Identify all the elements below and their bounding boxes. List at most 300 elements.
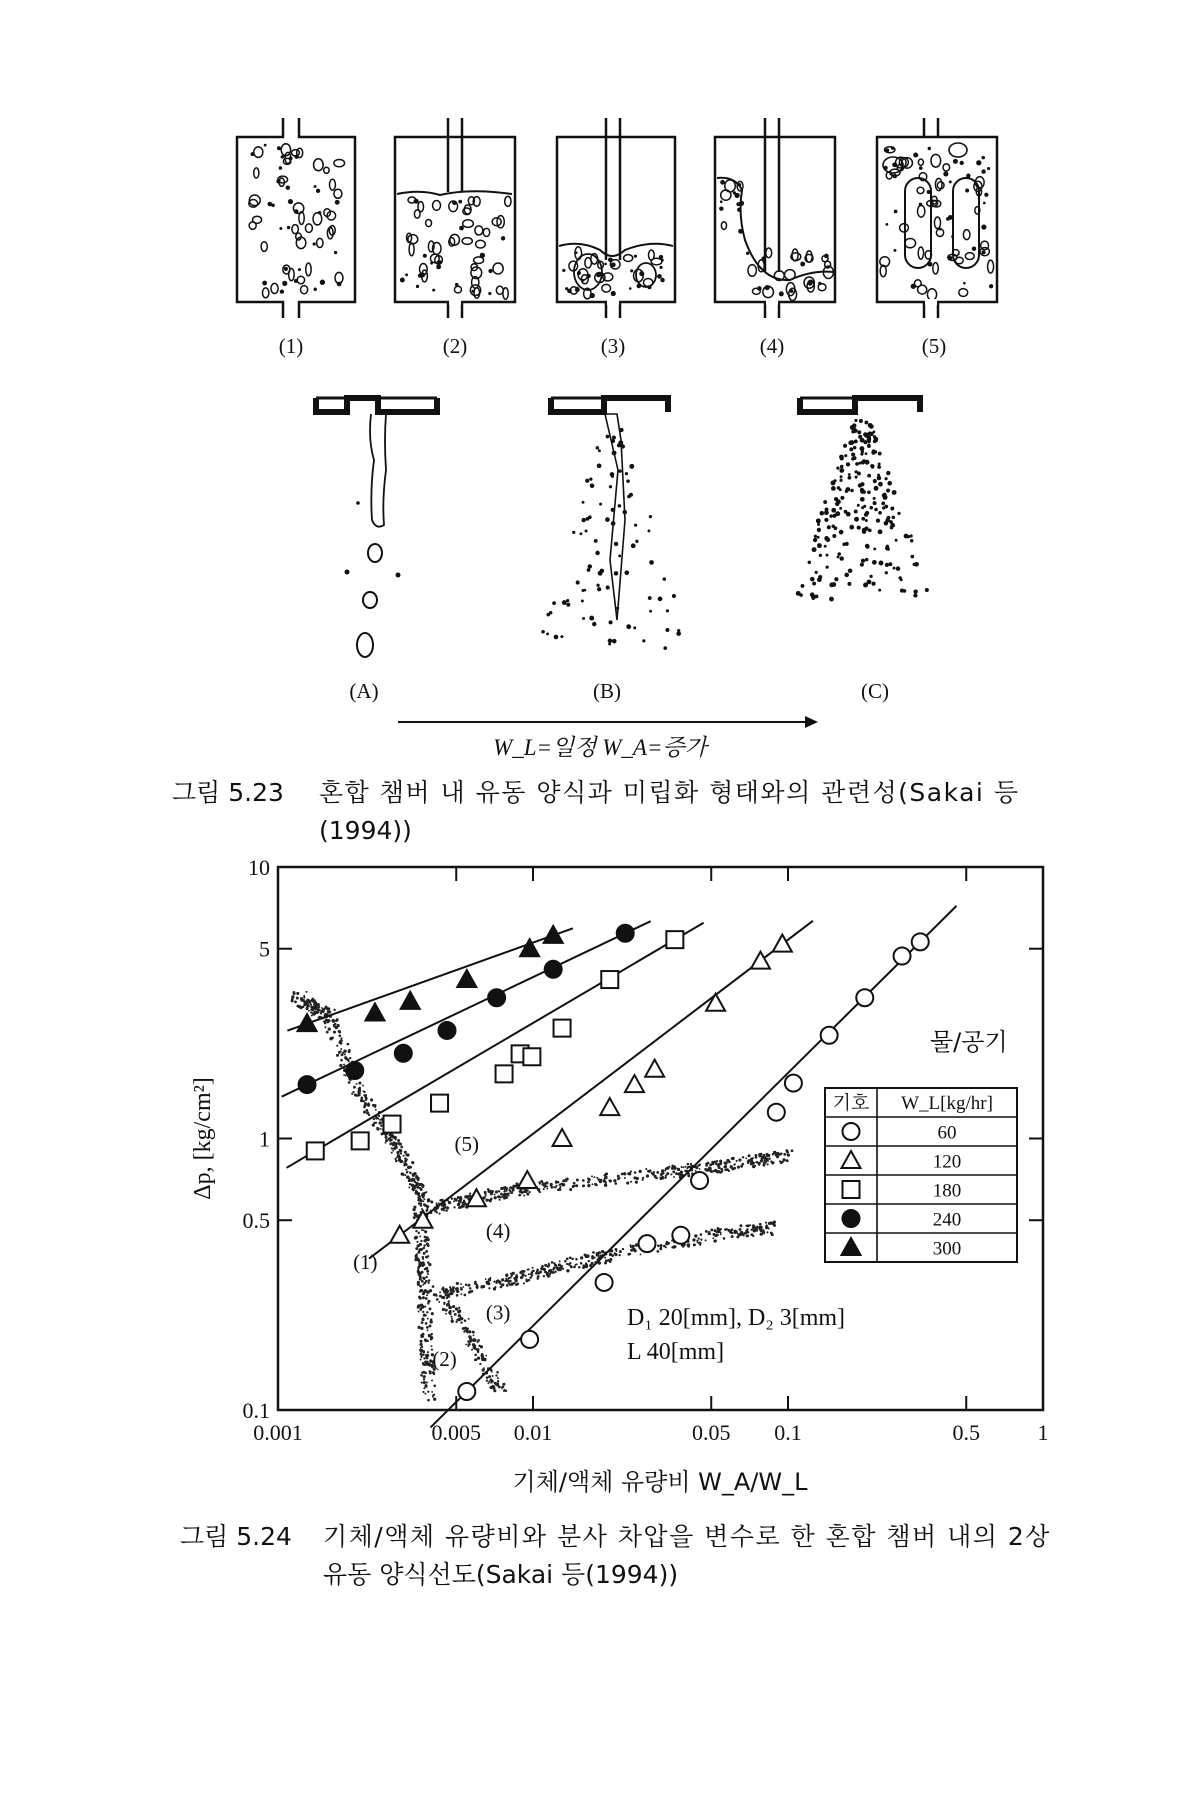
data-point [617,925,634,942]
transition-stipple [427,1300,430,1303]
transition-stipple [456,1294,459,1297]
transition-stipple [425,1314,427,1316]
droplet-mark [981,169,985,173]
transition-stipple [771,1161,774,1164]
data-point [523,1048,540,1065]
droplet-mark [720,180,725,185]
bubble-mark [426,219,432,226]
droplet-mark [746,252,749,255]
transition-stipple [720,1163,722,1165]
bubble-mark [313,213,322,225]
spray-droplet [608,642,611,645]
transition-stipple [423,1387,425,1389]
transition-stipple [761,1156,764,1159]
transition-stipple [433,1398,436,1401]
transition-stipple [327,1021,329,1023]
transition-stipple [488,1381,490,1383]
spray-droplet [840,496,844,500]
spray-droplet [808,561,811,564]
transition-stipple [418,1310,420,1312]
transition-stipple [416,1248,418,1250]
spray-droplet [817,536,820,539]
transition-stipple [380,1128,382,1130]
spray-droplet [597,587,601,591]
transition-stipple [310,1009,312,1011]
transition-stipple [565,1180,567,1182]
transition-stipple [456,1319,458,1321]
spray-droplet [865,545,869,549]
transition-stipple [348,1081,351,1084]
spray-droplet [873,547,876,550]
droplet-mark [960,161,964,165]
spray-droplet [836,467,839,470]
droplet-mark [911,284,916,289]
droplet-mark [660,278,664,282]
transition-stipple [420,1240,422,1242]
transition-stipple [745,1157,747,1159]
transition-stipple [415,1236,418,1239]
transition-stipple [705,1169,707,1171]
spray-droplet [910,539,913,542]
spray-droplet [582,617,585,620]
transition-stipple [562,1179,565,1182]
transition-stipple [427,1329,429,1331]
transition-stipple [424,1230,427,1233]
transition-stipple [719,1171,722,1174]
transition-stipple [728,1161,731,1164]
transition-stipple [724,1162,727,1165]
transition-stipple [569,1262,571,1264]
transition-stipple [503,1190,505,1192]
transition-stipple [521,1273,524,1276]
y-tick-label: 0.1 [242,1398,270,1423]
transition-stipple [505,1274,508,1277]
chamber-4-diagram [715,118,835,318]
spray-droplet [846,462,850,466]
transition-stipple [492,1375,494,1377]
transition-stipple [754,1226,756,1228]
droplet-mark [405,273,408,276]
droplet-mark [720,200,723,203]
transition-stipple [412,1175,414,1177]
transition-stipple [424,1289,426,1291]
transition-stipple [705,1230,708,1233]
transition-stipple [670,1173,672,1175]
spray-droplet [888,562,892,566]
transition-stipple [423,1357,425,1359]
spray-droplet [829,514,832,517]
transition-stipple [426,1311,428,1313]
transition-stipple [392,1150,394,1152]
transition-stipple [486,1376,489,1379]
spray-droplet [676,631,681,636]
bubble-mark [433,201,441,211]
spray-droplet [860,497,865,502]
transition-stipple [429,1325,432,1328]
transition-stipple [639,1170,642,1173]
droplet-mark [316,189,320,193]
transition-stipple [478,1345,480,1347]
transition-stipple [494,1196,497,1199]
bubble-mark [407,233,412,242]
transition-stipple [487,1282,490,1285]
transition-stipple [428,1279,431,1282]
transition-stipple [569,1256,572,1259]
transition-stipple [573,1182,576,1185]
spray-droplet [609,485,612,488]
data-point [431,1095,448,1112]
droplet-mark [966,174,970,178]
transition-stipple [633,1249,636,1252]
transition-stipple [646,1174,649,1177]
transition-stipple [422,1311,424,1313]
transition-stipple [405,1169,407,1171]
transition-stipple [407,1176,410,1179]
x-tick-label: 0.1 [774,1420,802,1445]
spray-droplet [865,452,868,455]
bubble-mark [918,159,923,165]
transition-stipple [385,1142,387,1144]
spray-droplet [799,593,802,596]
droplet-mark [928,262,933,267]
transition-stipple [426,1276,428,1278]
transition-stipple [599,1179,602,1182]
transition-stipple [431,1391,433,1393]
droplet-mark [634,255,637,258]
transition-stipple [324,1026,326,1028]
transition-stipple [420,1335,423,1338]
data-point [365,1003,384,1020]
transition-stipple [471,1349,473,1351]
transition-stipple [502,1383,505,1386]
spray-droplet [605,517,610,522]
transition-stipple [422,1333,425,1336]
transition-stipple [427,1340,429,1342]
spray-droplet [812,582,816,586]
transition-stipple [421,1229,423,1231]
spray-droplet [861,506,864,509]
legend-header-value: W_L[kg/hr] [901,1093,993,1114]
data-point [843,1181,860,1198]
chamber-3-diagram [557,118,675,318]
droplet-mark [739,201,744,206]
spray-droplet [813,538,817,542]
arrow-label: W_L=일정 W_A=증가 [493,735,707,760]
droplet-mark [262,281,267,286]
transition-stipple [426,1256,428,1258]
spray-droplet [860,488,864,492]
spray-droplet [562,600,567,605]
spray-droplet [624,570,629,575]
data-point [768,1104,785,1121]
transition-stipple [485,1355,487,1357]
bubble-mark [249,222,256,230]
spray-droplet [885,477,888,480]
transition-stipple [621,1173,624,1176]
droplet-mark [976,160,981,165]
spray-droplet [853,446,857,450]
transition-stipple [428,1263,431,1266]
spray-droplet [886,488,890,492]
data-point [821,1027,838,1044]
droplet-mark [582,279,585,282]
droplet-mark [488,292,491,295]
transition-stipple [338,1041,341,1044]
bubble-mark [493,263,503,274]
spray-droplet [839,479,842,482]
transition-stipple [439,1199,442,1202]
droplet-mark [733,191,736,194]
data-point [639,1235,656,1252]
spray-droplet [583,589,586,592]
data-point [706,994,725,1011]
transition-stipple [417,1192,420,1195]
transition-stipple [751,1233,754,1236]
spray-droplet [867,490,871,494]
transition-stipple [428,1282,430,1284]
transition-stipple [317,1003,320,1006]
transition-stipple [674,1167,677,1170]
transition-stipple [695,1170,697,1172]
transition-stipple [492,1385,494,1387]
transition-stipple [467,1284,470,1287]
spray-droplet [614,571,618,575]
spray-droplet [586,517,590,521]
transition-stipple [421,1346,423,1348]
transition-stipple [296,992,299,995]
transition-stipple [755,1229,757,1231]
transition-stipple [364,1105,366,1107]
spray-droplet [885,563,889,567]
spray-droplet [672,594,676,598]
transition-stipple [436,1298,439,1301]
caption-label: 그림 5.23 [172,778,284,807]
transition-stipple [548,1264,550,1266]
chamber-2-diagram [395,118,515,318]
transition-stipple [498,1190,500,1192]
transition-stipple [462,1286,464,1288]
transition-stipple [623,1172,626,1175]
spray-droplet [865,558,869,562]
transition-stipple [476,1284,478,1286]
transition-stipple [310,1006,313,1009]
transition-stipple [429,1307,432,1310]
transition-stipple [494,1193,496,1195]
transition-stipple [384,1134,386,1136]
transition-stipple [421,1304,423,1306]
transition-stipple [415,1189,417,1191]
transition-stipple [712,1237,714,1239]
transition-stipple [422,1391,424,1393]
spray-droplet [882,494,885,497]
transition-stipple [474,1345,477,1348]
transition-stipple [424,1205,426,1207]
transition-stipple [422,1350,425,1353]
transition-stipple [572,1185,575,1188]
transition-stipple [311,1015,313,1017]
transition-stipple [400,1146,403,1149]
transition-stipple [426,1381,428,1383]
x-tick-label: 0.005 [431,1420,481,1445]
droplet-mark [416,285,419,288]
spray-droplet [904,534,909,539]
transition-stipple [362,1085,364,1087]
transition-stipple [416,1258,419,1261]
droplet-mark [282,281,287,286]
caption-label: 그림 5.24 [180,1522,292,1551]
transition-stipple [657,1245,659,1247]
transition-stipple [739,1224,742,1227]
transition-stipple [429,1320,432,1323]
transition-stipple [424,1393,426,1395]
transition-stipple [306,999,309,1002]
spray-droplet [896,566,900,570]
transition-stipple [609,1260,612,1263]
transition-stipple [358,1090,361,1093]
droplet-mark [577,271,581,275]
transition-stipple [550,1183,553,1186]
transition-stipple [786,1159,789,1162]
transition-stipple [419,1272,422,1275]
spray-droplet [863,432,868,437]
transition-stipple [481,1353,484,1356]
transition-stipple [594,1176,596,1178]
transition-stipple [675,1172,678,1175]
spray-droplet [815,594,819,598]
droplet-mark [458,200,462,204]
transition-stipple [667,1242,669,1244]
transition-stipple [464,1319,467,1322]
transition-stipple [465,1344,467,1346]
spray-droplet [887,516,891,520]
transition-stipple [758,1162,761,1165]
spray-a-diagram [316,398,437,657]
transition-stipple [469,1192,471,1194]
transition-stipple [356,1083,358,1085]
transition-stipple [759,1223,762,1226]
transition-stipple [380,1125,382,1127]
spray-droplet [848,476,852,480]
transition-stipple [460,1283,462,1285]
spray-droplet [824,545,827,548]
series-line [282,921,651,1096]
transition-stipple [418,1202,421,1205]
spray-droplet [649,515,652,518]
transition-stipple [392,1142,395,1145]
transition-stipple [666,1172,669,1175]
spray-droplet [817,523,820,526]
transition-stipple [423,1354,425,1356]
bubble-mark [931,154,941,167]
bubble-mark [643,279,652,287]
transition-stipple [314,1007,317,1010]
spray-droplet [877,474,880,477]
transition-stipple [419,1236,421,1238]
transition-stipple [552,1271,555,1274]
transition-stipple [582,1179,585,1182]
data-point [554,1020,571,1037]
spray-droplet [554,635,559,640]
transition-stipple [554,1264,557,1267]
transition-stipple [693,1243,696,1246]
transition-stipple [627,1253,630,1256]
transition-stipple [476,1348,479,1351]
transition-stipple [763,1162,766,1165]
transition-stipple [396,1151,399,1154]
transition-stipple [733,1167,736,1170]
droplet-mark [981,250,985,254]
transition-stipple [501,1278,504,1281]
transition-stipple [426,1326,429,1329]
transition-stipple [749,1224,751,1226]
transition-stipple [415,1230,417,1232]
caption-line-1: 혼합 챔버 내 유동 양식과 미립화 형태와의 관련성(Sakai 등 [319,778,1020,807]
bubble-mark [329,179,335,190]
droplet-mark [430,262,433,265]
spray-droplet [879,561,884,566]
transition-stipple [547,1275,550,1278]
spray-label-c: (C) [861,679,889,703]
x-tick-label: 0.001 [253,1420,303,1445]
spray-droplet [884,505,888,509]
data-point [457,970,476,987]
transition-stipple [411,1179,414,1182]
transition-stipple [332,1019,335,1022]
transition-stipple [710,1228,713,1231]
transition-stipple [310,1004,312,1006]
spray-droplet [854,419,857,422]
spray-droplet [610,472,615,477]
bubble-mark [505,196,511,206]
transition-stipple [711,1161,714,1164]
transition-stipple [685,1166,687,1168]
spray-droplet [658,597,663,602]
transition-stipple [445,1309,448,1312]
spray-droplet [913,589,917,593]
transition-stipple [329,1037,332,1040]
spray-droplet [900,578,903,581]
transition-stipple [565,1178,567,1180]
transition-stipple [338,1051,341,1054]
transition-stipple [698,1237,700,1239]
spray-droplet [611,521,616,526]
transition-stipple [455,1307,458,1310]
spray-droplet [887,481,892,486]
spray-droplet [663,646,667,650]
transition-stipple [585,1264,588,1267]
droplet-mark [719,206,723,210]
transition-stipple [452,1290,455,1293]
transition-stipple [438,1213,440,1215]
bubble-mark [409,243,414,256]
spray-droplet [873,479,877,483]
transition-stipple [468,1318,470,1320]
transition-stipple [768,1158,771,1161]
droplet-mark [984,193,988,197]
droplet-mark [608,257,613,262]
bubble-mark [334,189,342,198]
transition-stipple [525,1279,528,1282]
transition-stipple [419,1349,422,1352]
transition-stipple [461,1204,464,1207]
spray-droplet [913,593,917,597]
transition-stipple [730,1165,733,1168]
bubble-mark [585,258,592,268]
transition-stipple [419,1285,422,1288]
transition-stipple [411,1161,414,1164]
transition-stipple [405,1163,408,1166]
transition-stipple [363,1090,365,1092]
